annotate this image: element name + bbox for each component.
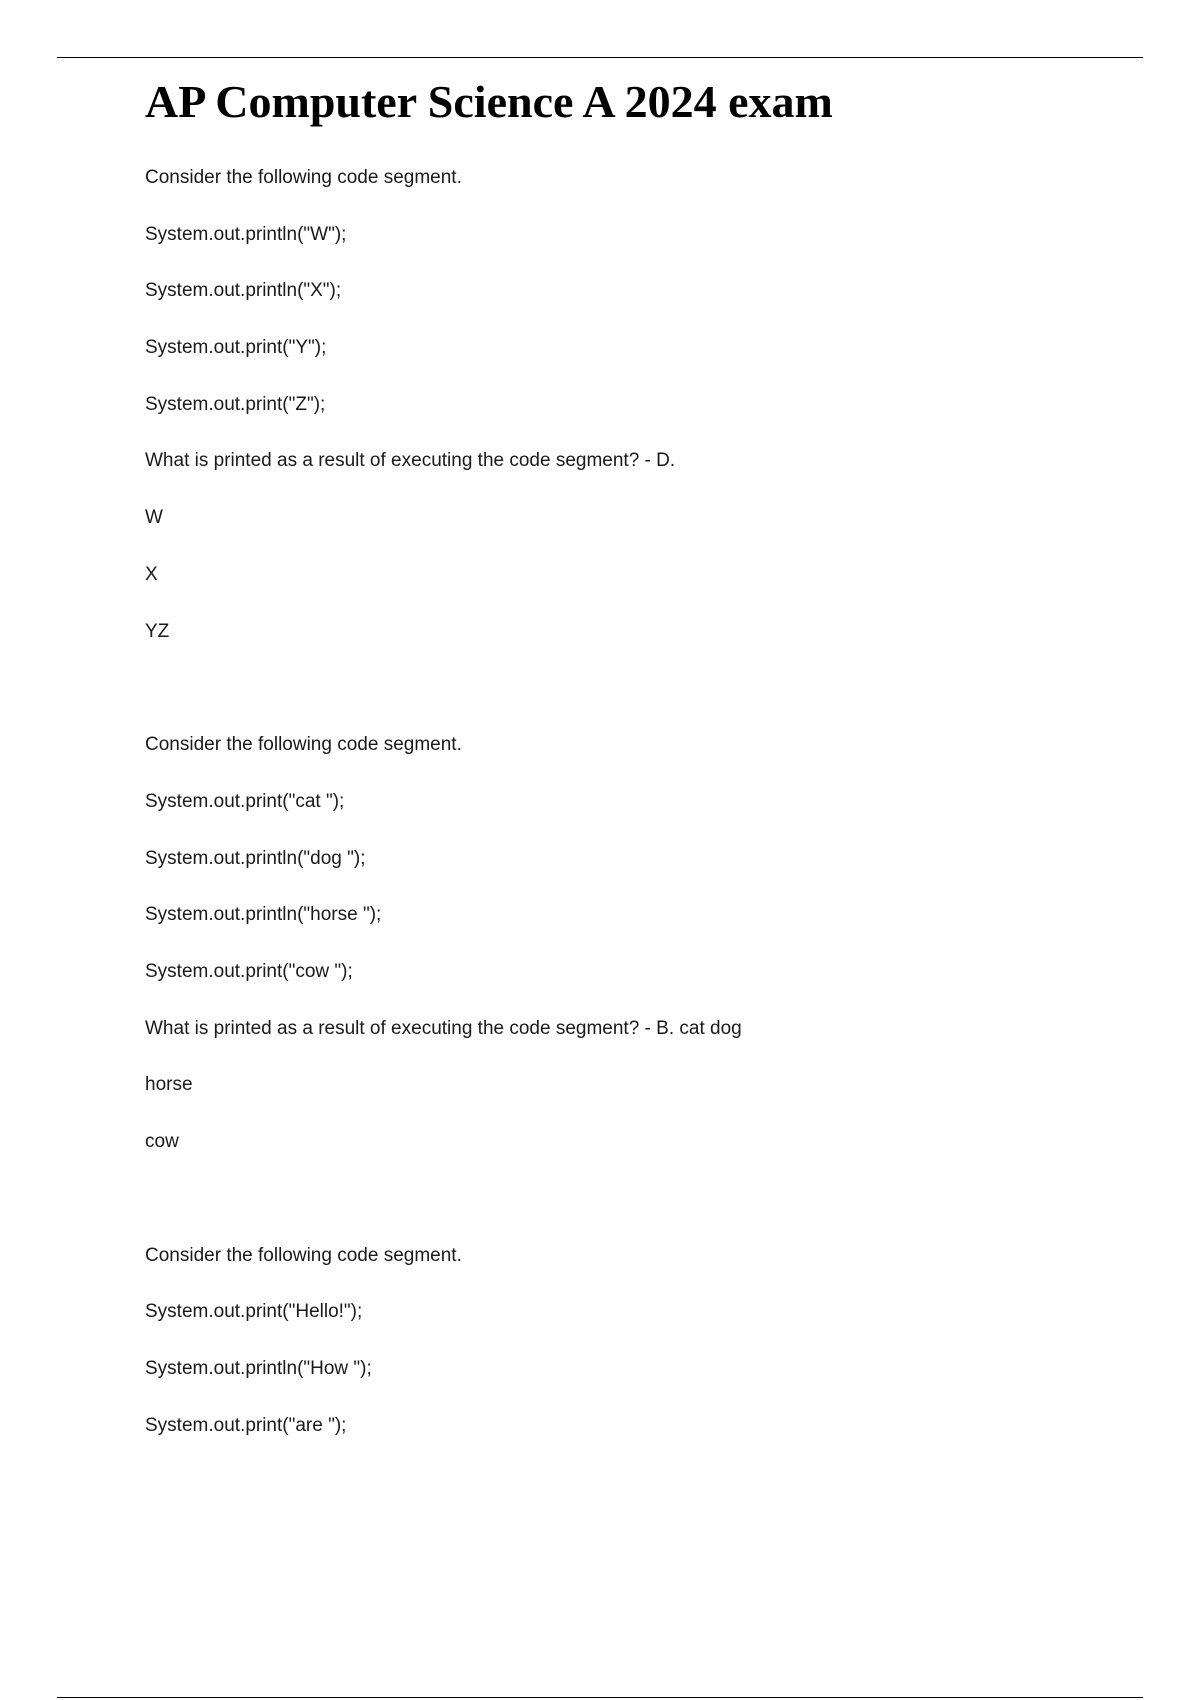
code-line: System.out.print("cow "); xyxy=(145,960,353,982)
page-title: AP Computer Science A 2024 exam xyxy=(145,76,833,127)
code-line: System.out.print("are "); xyxy=(145,1414,347,1436)
section-spacer xyxy=(145,1171,1125,1228)
answer-line: W xyxy=(145,507,163,529)
bottom-rule xyxy=(57,1697,1143,1698)
question-prompt: What is printed as a result of executing the code segment? - D. xyxy=(145,450,676,472)
code-line: System.out.print("Y"); xyxy=(145,337,327,359)
answer-line: YZ xyxy=(145,620,170,642)
question-intro: Consider the following code segment. xyxy=(145,1244,462,1266)
top-rule xyxy=(57,57,1143,58)
question-1 xyxy=(145,150,1125,660)
code-line: System.out.println("How "); xyxy=(145,1358,372,1380)
answer-line: cow xyxy=(145,1131,179,1152)
question-prompt: What is printed as a result of executing the code segment? - B. cat dog xyxy=(145,1017,742,1039)
code-line: System.out.print("Hello!"); xyxy=(145,1301,363,1323)
question-2 xyxy=(145,717,1125,1171)
answer-line: horse xyxy=(145,1074,193,1096)
code-line: System.out.println("W"); xyxy=(145,223,347,245)
question-intro: Consider the following code segment. xyxy=(145,167,462,188)
code-line: System.out.println("X"); xyxy=(145,280,342,302)
document-body xyxy=(145,70,1125,1454)
code-line: System.out.println("dog "); xyxy=(145,847,366,869)
code-line: System.out.println("horse "); xyxy=(145,904,382,926)
question-intro: Consider the following code segment. xyxy=(145,734,462,756)
code-line: System.out.print("Z"); xyxy=(145,393,326,415)
section-spacer xyxy=(145,660,1125,717)
code-line: System.out.print("cat "); xyxy=(145,790,345,812)
answer-line: X xyxy=(145,563,158,585)
question-3 xyxy=(145,1228,1125,1455)
